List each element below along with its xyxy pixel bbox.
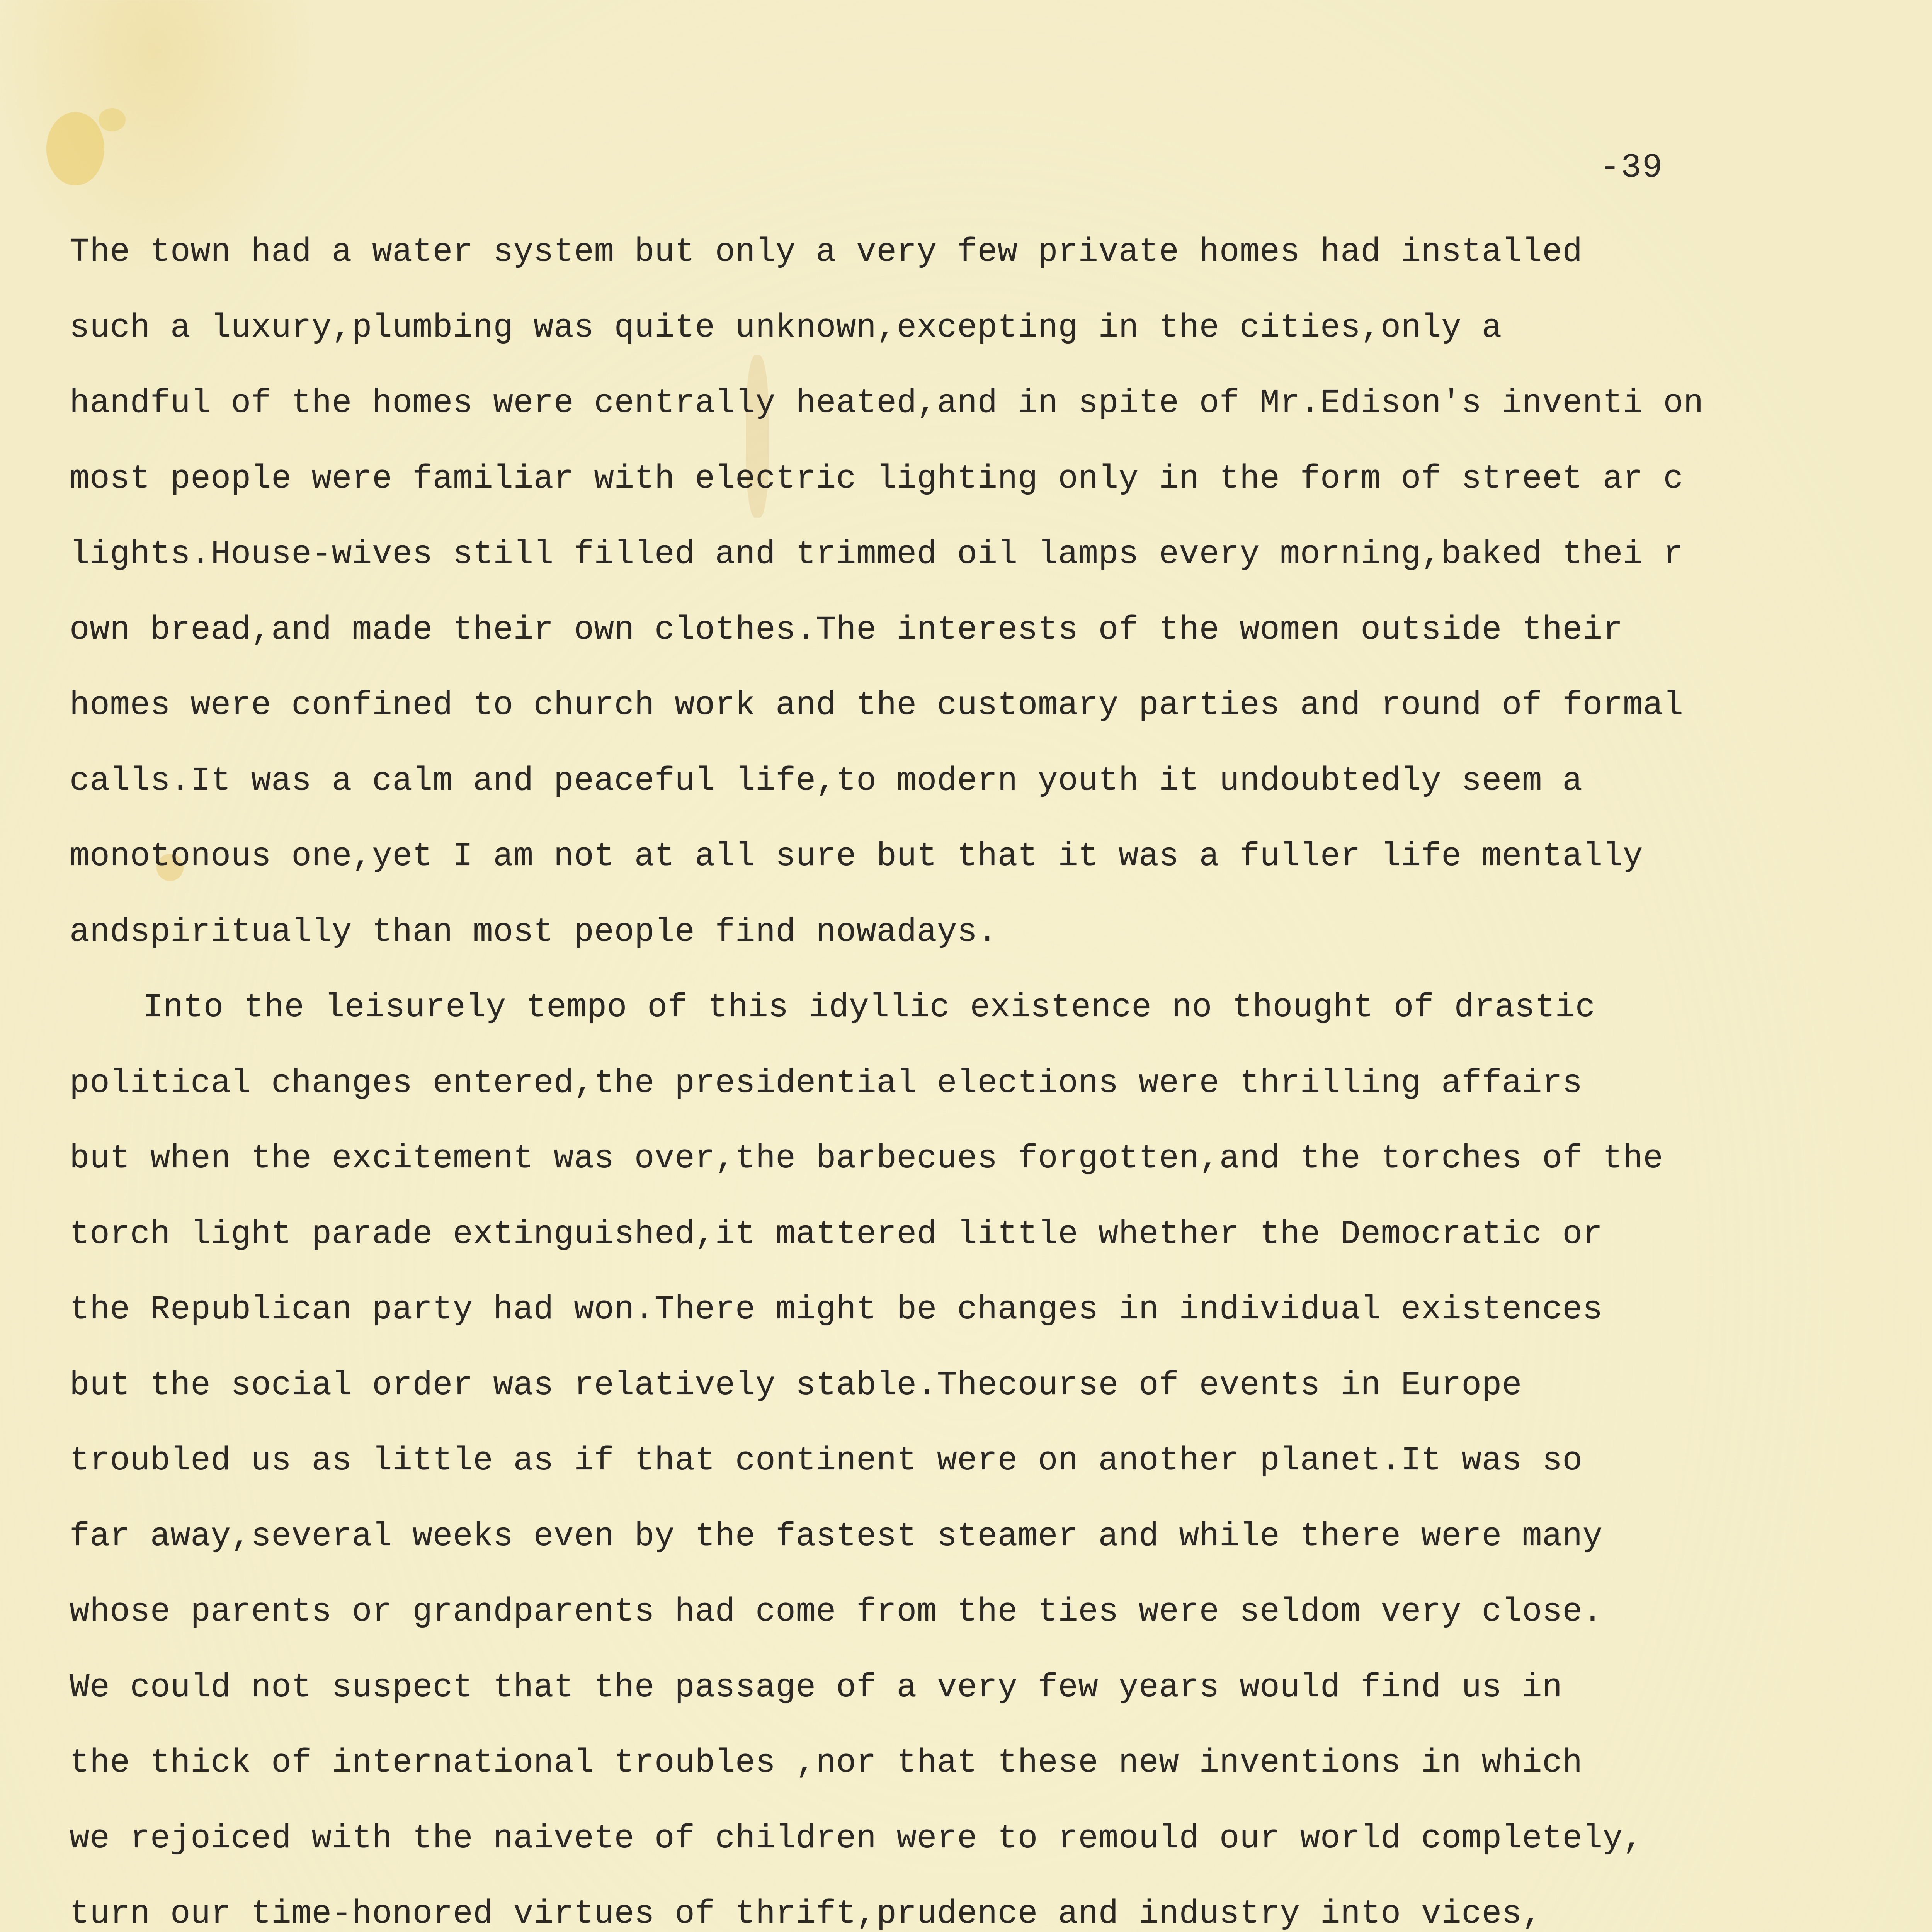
text-line: troubled us as little as if that continent were on another planet.It was so [70, 1442, 1583, 1480]
paper-stain [46, 112, 104, 185]
text-line: whose parents or grandparents had come from the ties were seldom very close. [70, 1593, 1603, 1631]
text-line: own bread,and made their own clothes.The interests of the women outside their [70, 611, 1623, 649]
text-line: monotonous one,yet I am not at all sure but that it was a fuller life mentally [70, 837, 1643, 875]
paragraph-1 [70, 214, 1917, 970]
text-line: handful of the homes were centrally heated,and in spite of Mr.Edison's inventi on [70, 384, 1704, 422]
text-line: such a luxury,plumbing was quite unknown,excepting in the cities,only a [70, 308, 1502, 347]
text-line: but the social order was relatively stable.Thecourse of events in Europe [70, 1366, 1522, 1404]
text-line: We could not suspect that the passage of a very few years would find us in [70, 1668, 1563, 1706]
text-line: the Republican party had won.There might be changes in individual existences [70, 1291, 1603, 1328]
text-line: torch light parade extinguished,it mattered little whether the Democratic or [70, 1215, 1603, 1253]
text-line: we rejoiced with the naivete of children were to remould our world completely, [70, 1819, 1643, 1857]
paragraph-2 [70, 970, 1917, 1932]
body-text [70, 214, 1917, 1932]
text-line: far away,several weeks even by the fastest steamer and while there were many [70, 1517, 1603, 1555]
text-line: the thick of international troubles ,nor that these new inventions in which [70, 1744, 1583, 1782]
text-line: political changes entered,the presidential elections were thrilling affairs [70, 1064, 1583, 1102]
text-line: Into the leisurely tempo of this idyllic existence no thought of drastic [143, 988, 1596, 1026]
text-line: turn our time-honored virtues of thrift,prudence and industry into vices, [70, 1895, 1543, 1932]
text-line: homes were confined to church work and the customary parties and round of formal [70, 686, 1684, 724]
text-line: most people were familiar with electric lighting only in the form of street ar c [70, 459, 1684, 498]
text-line: andspiritually than most people find nowadays. [70, 913, 998, 951]
text-line: but when the excitement was over,the barbecues forgotten,and the torches of the [70, 1139, 1663, 1177]
text-line: The town had a water system but only a very few private homes had installed [70, 233, 1583, 271]
paper-stain [99, 108, 126, 131]
text-line: lights.House-wives still filled and trimmed oil lamps every morning,baked thei r [70, 535, 1684, 573]
text-line: calls.It was a calm and peaceful life,to modern youth it undoubtedly seem a [70, 762, 1583, 800]
page-number: -39 [1600, 149, 1663, 187]
